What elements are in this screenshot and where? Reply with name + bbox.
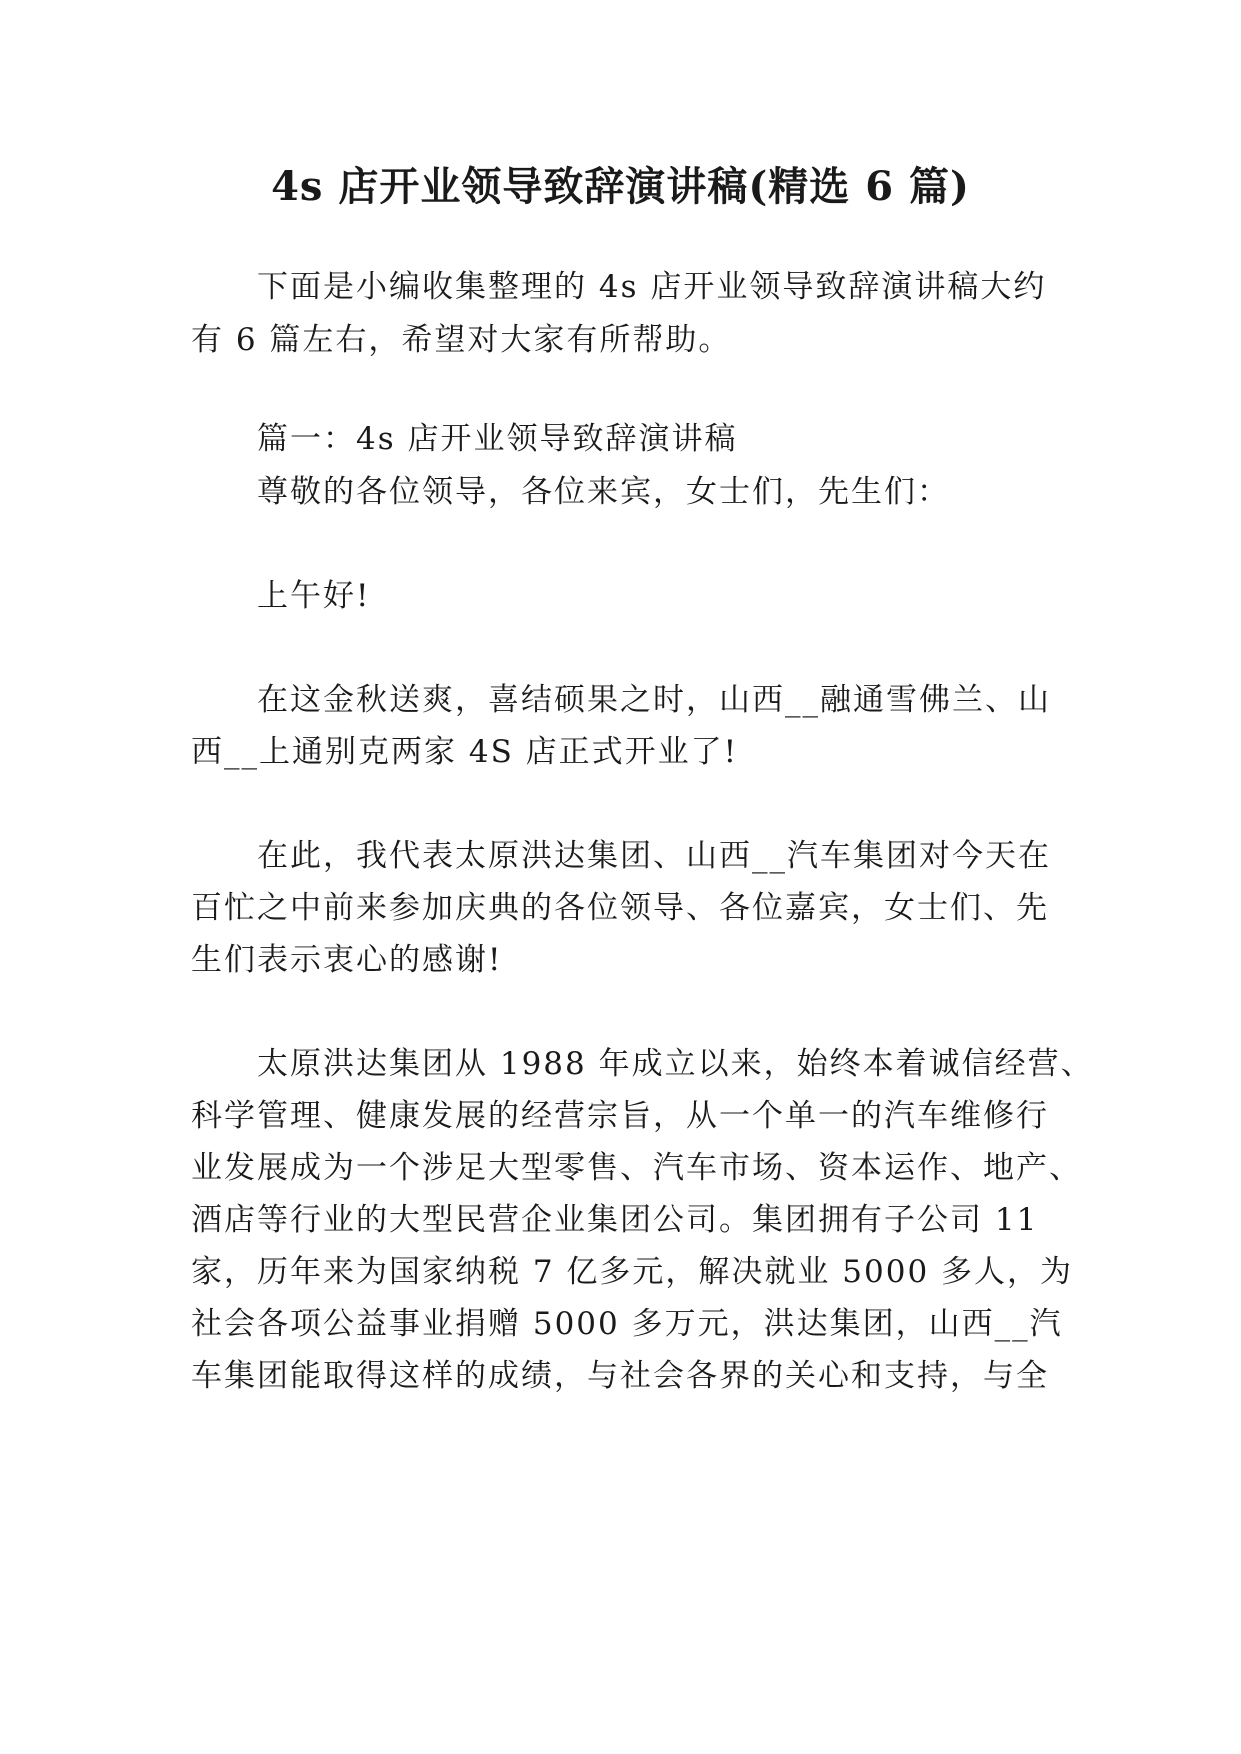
paragraph-line: 百忙之中前来参加庆典的各位领导、各位嘉宾，女士们、先	[191, 890, 1049, 926]
paragraph-line: 西__上通别克两家 4S 店正式开业了!	[191, 734, 739, 770]
paragraph-line: 太原洪达集团从 1988 年成立以来，始终本着诚信经营、	[257, 1046, 1094, 1082]
paragraph-line: 在此，我代表太原洪达集团、山西__汽车集团对今天在	[257, 838, 1051, 874]
paragraph-line: 社会各项公益事业捐赠 5000 多万元，洪达集团，山西__汽	[191, 1306, 1063, 1342]
paragraph-line: 酒店等行业的大型民营企业集团公司。集团拥有子公司 11	[191, 1202, 1039, 1238]
paragraph-line: 车集团能取得这样的成绩，与社会各界的关心和支持，与全	[191, 1358, 1049, 1394]
document-title: 4s 店开业领导致辞演讲稿(精选 6 篇)	[271, 163, 970, 210]
paragraph-line: 在这金秋送爽，喜结硕果之时，山西__融通雪佛兰、山	[257, 682, 1051, 718]
salutation-line: 尊敬的各位领导，各位来宾，女士们，先生们：	[257, 474, 950, 510]
paragraph-line: 科学管理、健康发展的经营宗旨，从一个单一的汽车维修行	[191, 1098, 1049, 1134]
section-heading: 篇一：4s 店开业领导致辞演讲稿	[257, 421, 738, 457]
paragraph-line: 家，历年来为国家纳税 7 亿多元，解决就业 5000 多人，为	[191, 1254, 1074, 1290]
paragraph-line: 下面是小编收集整理的 4s 店开业领导致辞演讲稿大约	[257, 269, 1047, 305]
paragraph-line: 有 6 篇左右，希望对大家有所帮助。	[191, 322, 732, 358]
paragraph-line: 业发展成为一个涉足大型零售、汽车市场、资本运作、地产、	[191, 1150, 1082, 1186]
greeting-line: 上午好!	[257, 578, 371, 614]
paragraph-line: 生们表示衷心的感谢!	[191, 942, 503, 978]
